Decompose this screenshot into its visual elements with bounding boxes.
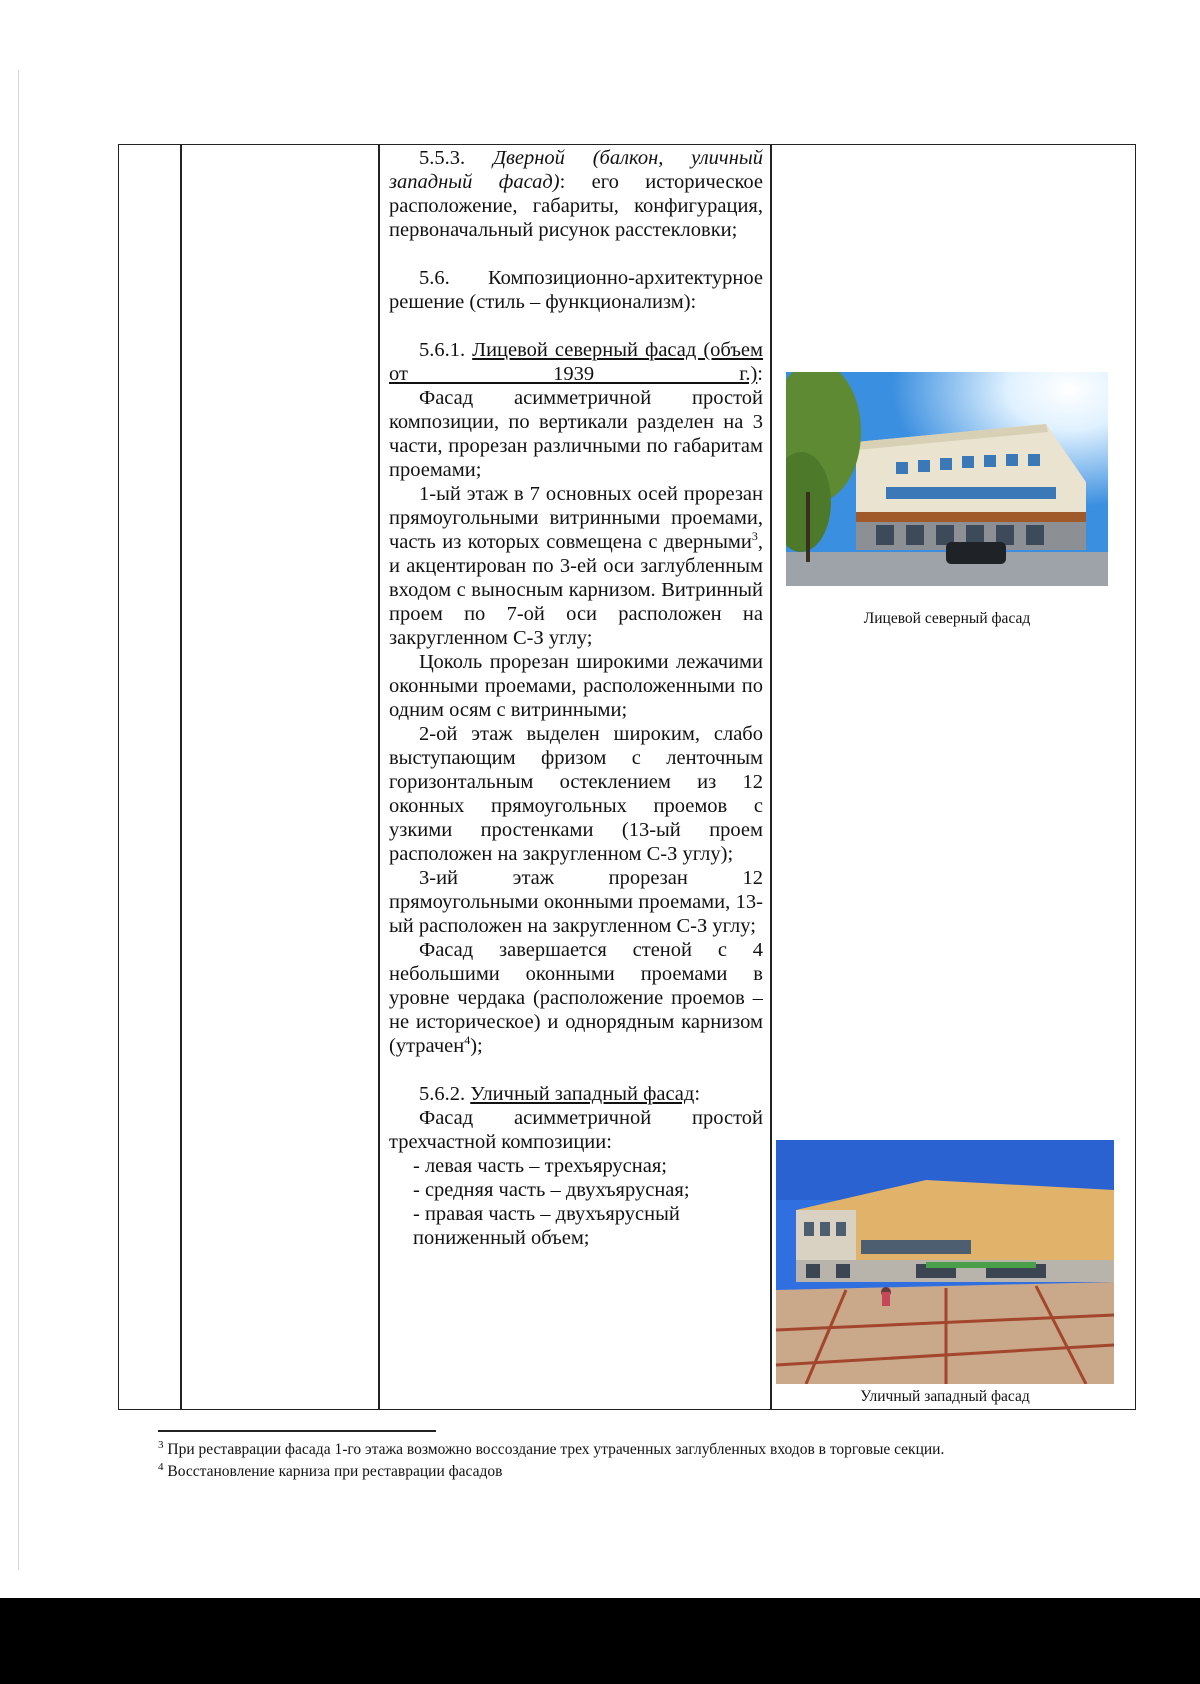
paragraph-attic: Фасад завершается стеной с 4 небольшими оконными проемами в уровне чердака (расположение проемов – не историческое) и однорядным карнизом (утрачен$^4$); (389, 939, 763, 1057)
paragraph-plinth: Цоколь прорезан широкими лежачими оконными проемами, расположенными по одним осям с витринными; (389, 651, 763, 721)
scan-edge-line (18, 70, 19, 1570)
section-5-6: 5.6. Композиционно-архитектурное решение (стиль – функционализм): (389, 267, 763, 313)
footnote-3: $^3$ При реставрации фасада 1-го этажа возможно воссоздание трех утраченных заглубленных входов в торговые секции. (158, 1438, 945, 1458)
table-divider-1 (180, 144, 182, 1410)
footnote-separator (158, 1430, 436, 1432)
west-facade-caption: Уличный западный фасад (860, 1388, 1030, 1405)
footnote-4: $^4$ Восстановление карниза при реставрации фасадов (158, 1460, 503, 1480)
table-divider-2 (378, 144, 380, 1410)
scan-bottom-bar (0, 1598, 1200, 1684)
section-5-5-3: 5.5.3. Дверной (балкон, уличный западный фасад): его историческое расположение, габариты, конфигурация, первоначальный рисунок расстекловки; (389, 147, 763, 241)
list-item-right: - правая часть – двухъярусный пониженный объем; (413, 1203, 680, 1249)
footnote-ref-4: 4 (464, 1033, 471, 1048)
list-item-left: - левая часть – трехъярусная; (413, 1155, 667, 1177)
description-column (389, 146, 763, 1406)
north-facade-photo (786, 372, 1108, 586)
footnote-ref-3: 3 (751, 529, 758, 544)
paragraph-composition: Фасад асимметричной простой композиции, по вертикали разделен на 3 части, прорезан различными по габаритам проемами; (389, 387, 763, 481)
paragraph-second-floor: 2-ой этаж выделен широким, слабо выступающим фризом с ленточным горизонтальным остеклением из 12 оконных прямоугольных проемов с узкими простенками (13-ый проем расположен на закругленном С-З углу); (389, 723, 763, 865)
section-5-6-1-heading: 5.6.1. Лицевой северный фасад (объем от 1939 г.): (389, 339, 763, 385)
paragraph-west-composition: Фасад асимметричной простой трехчастной композиции: (389, 1107, 763, 1153)
paragraph-third-floor: 3-ий этаж прорезан 12 прямоугольными оконными проемами, 13-ый расположен на закругленном С-З углу; (389, 867, 763, 937)
list-item-middle: - средняя часть – двухъярусная; (413, 1179, 690, 1201)
table-divider-3 (770, 144, 772, 1410)
section-5-6-2-heading: 5.6.2. Уличный западный фасад: (419, 1083, 701, 1105)
north-facade-caption: Лицевой северный фасад (863, 610, 1031, 627)
west-facade-photo (776, 1140, 1114, 1384)
paragraph-first-floor: 1-ый этаж в 7 основных осей прорезан прямоугольными витринными проемами, часть из которых совмещена с дверными$^3$, и акцентирован по 3-ей оси заглубленным входом с выносным карнизом. Витринный проем по 7-ой оси расположен на закругленном С-З углу; (389, 483, 763, 649)
